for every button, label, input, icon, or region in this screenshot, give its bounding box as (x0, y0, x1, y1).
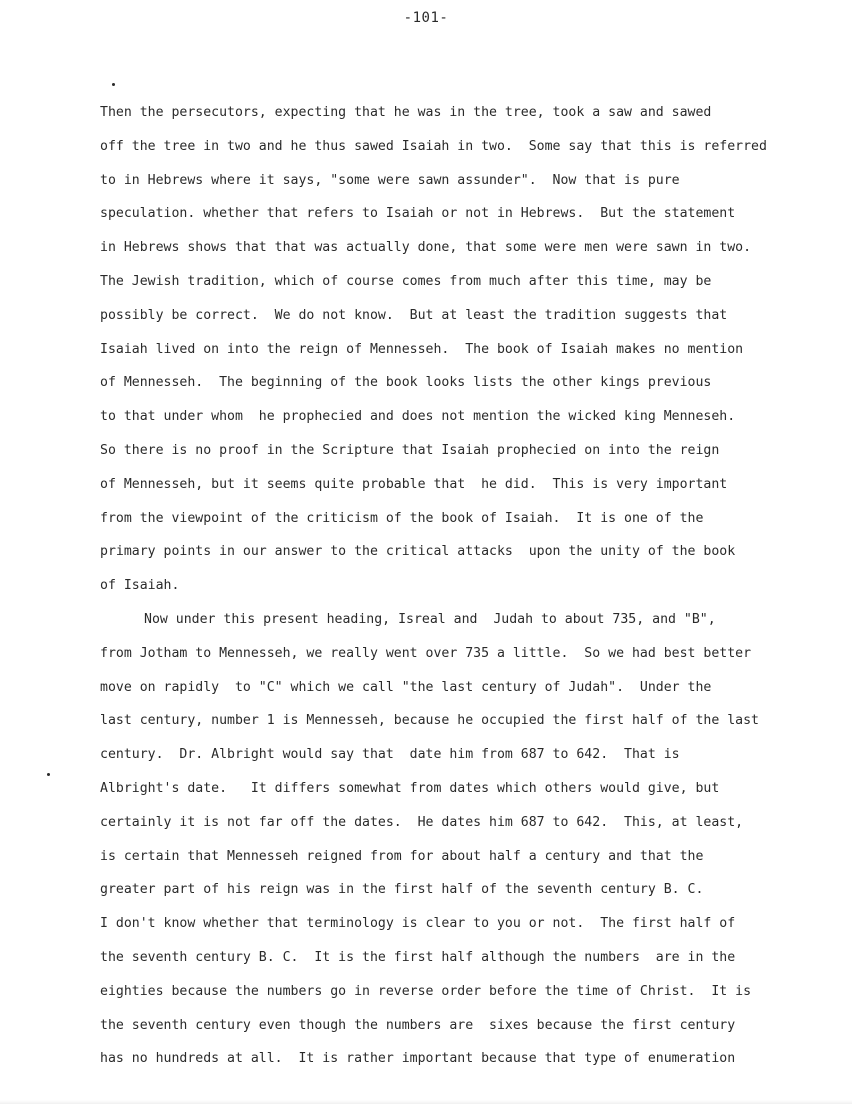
text-line: century. Dr. Albright would say that date him from 687 to 642. That is (100, 747, 680, 763)
text-line: of Mennesseh. The beginning of the book looks lists the other kings previous (100, 375, 712, 391)
text-line: primary points in our answer to the critical attacks upon the unity of the book (100, 544, 736, 560)
text-line: Albright's date. It differs somewhat from dates which others would give, but (100, 780, 720, 796)
ink-speck (47, 773, 50, 776)
text-line: of Isaiah. (100, 578, 180, 594)
text-line: Then the persecutors, expecting that he was in the tree, took a saw and sawed (100, 105, 712, 120)
text-line: in Hebrews shows that that was actually done, that some were men were sawn in two. (100, 240, 752, 256)
text-line: last century, number 1 is Mennesseh, because he occupied the first half of the last (100, 713, 759, 729)
text-line: So there is no proof in the Scripture that Isaiah prophecied on into the reign (100, 442, 720, 458)
text-line: has no hundreds at all. It is rather important because that type of enumeration (100, 1051, 736, 1067)
text-line: from the viewpoint of the criticism of the book of Isaiah. It is one of the (100, 510, 704, 526)
text-line: The Jewish tradition, which of course comes from much after this time, may be (100, 273, 712, 289)
text-line: is certain that Mennesseh reigned from for about half a century and that the (100, 848, 704, 864)
ink-speck (112, 83, 115, 86)
text-line: Isaiah lived on into the reign of Mennesseh. The book of Isaiah makes no mention (100, 341, 744, 357)
text-line: of Mennesseh, but it seems quite probable that he did. This is very important (100, 476, 728, 492)
text-line: eighties because the numbers go in reverse order before the time of Christ. It is (100, 983, 752, 999)
text-line: Now under this present heading, Isreal and Judah to about 735, and "B", (144, 611, 716, 627)
document-body (100, 96, 820, 1076)
text-line: speculation. whether that refers to Isaiah or not in Hebrews. But the statement (100, 206, 736, 222)
text-line: move on rapidly to "C" which we call "the last century of Judah". Under the (100, 679, 712, 695)
text-line: the seventh century B. C. It is the first half although the numbers are in the (100, 949, 736, 965)
text-line: I don't know whether that terminology is clear to you or not. The first half of (100, 916, 736, 932)
text-line: to that under whom he prophecied and does not mention the wicked king Menneseh. (100, 409, 736, 425)
text-line: the seventh century even though the numbers are sixes because the first century (100, 1017, 736, 1033)
page-number: -101- (403, 10, 449, 26)
text-line: greater part of his reign was in the first half of the seventh century B. C. (100, 882, 704, 898)
text-line: possibly be correct. We do not know. But at least the tradition suggests that (100, 307, 728, 323)
text-line: certainly it is not far off the dates. He dates him 687 to 642. This, at least, (100, 814, 744, 830)
scan-edge (0, 1100, 852, 1104)
text-line: to in Hebrews where it says, "some were sawn assunder". Now that is pure (100, 172, 680, 188)
text-line: from Jotham to Mennesseh, we really went over 735 a little. So we had best better (100, 645, 752, 661)
text-line: off the tree in two and he thus sawed Isaiah in two. Some say that this is referred (100, 138, 767, 154)
